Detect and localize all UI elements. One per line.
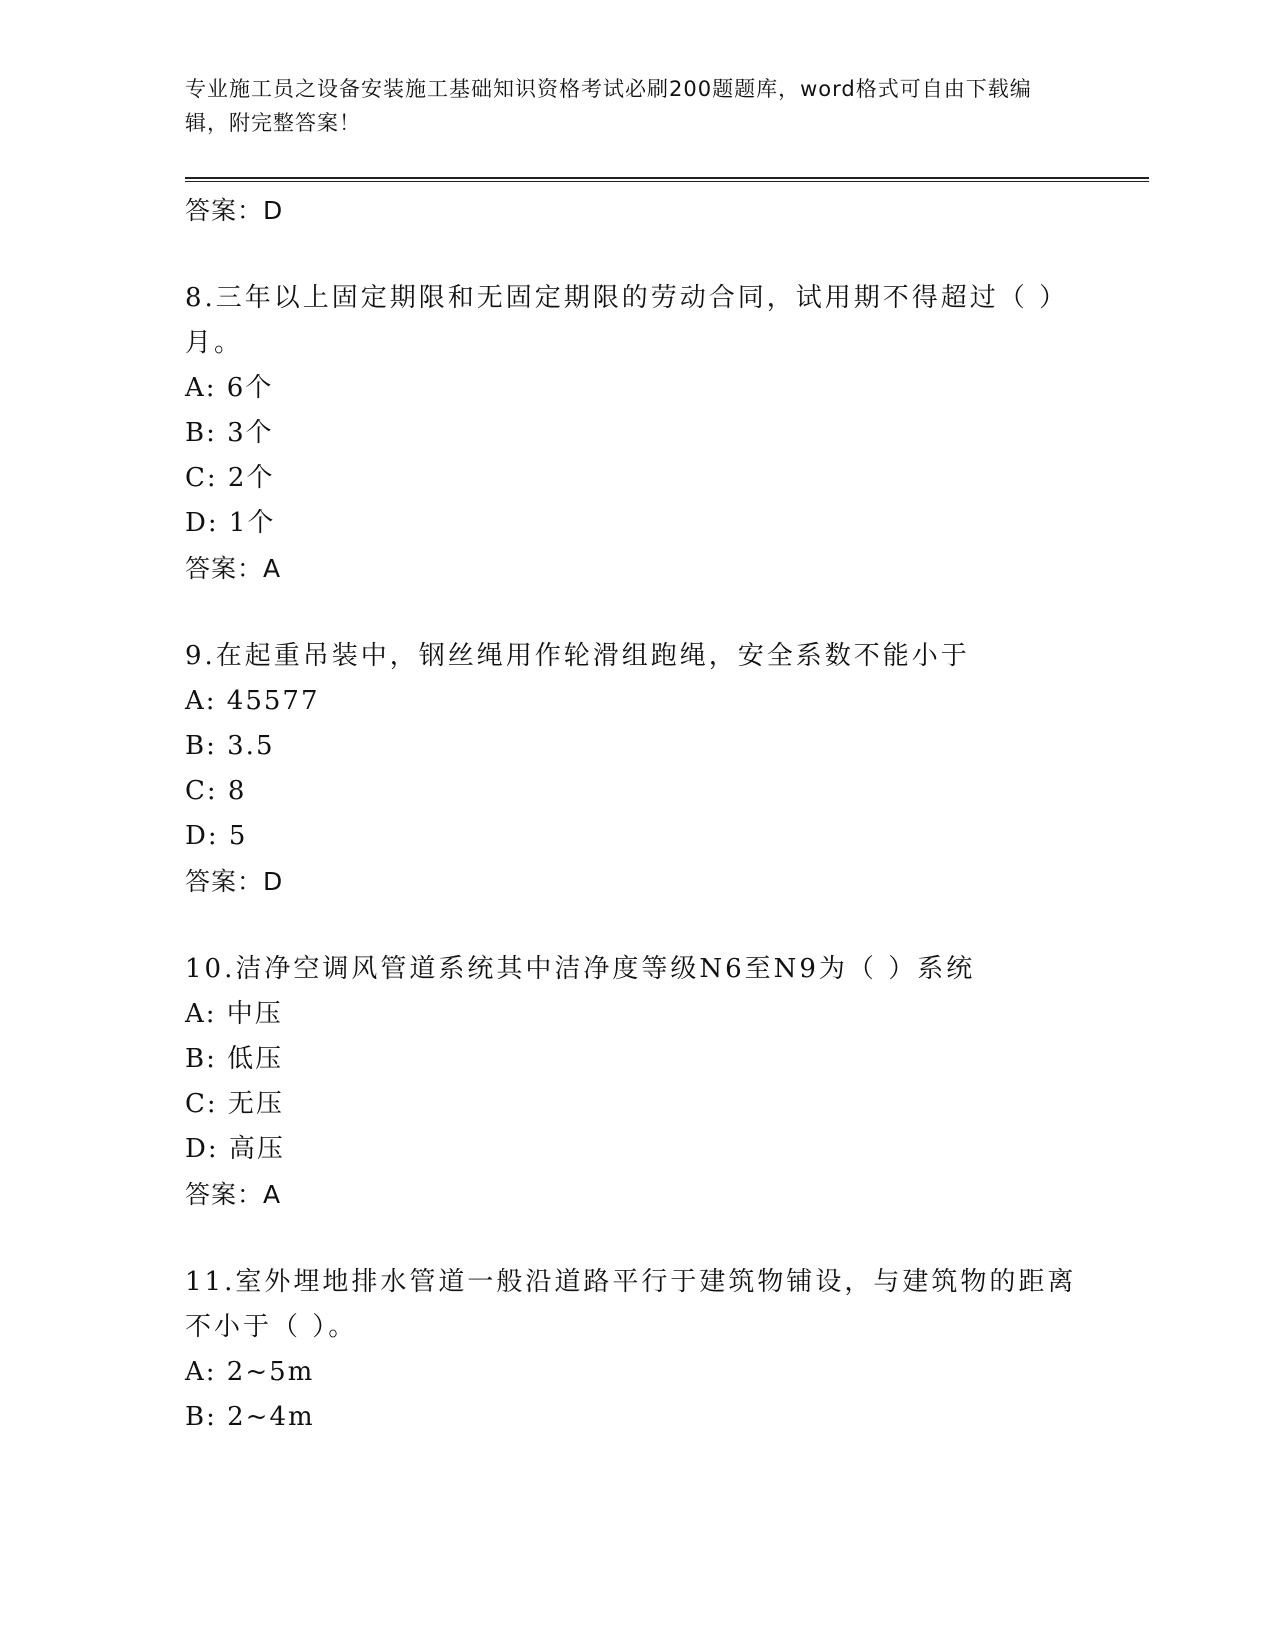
option-d: D: 1个 [185,508,276,538]
option-b: B: 低压 [185,1044,284,1074]
option-c: C: 8 [185,776,247,806]
question-9 [185,634,1085,905]
question-11 [185,1260,1085,1440]
option-b: B: 3个 [185,418,274,448]
option-c: C: 无压 [185,1089,284,1119]
header-divider [185,177,1149,182]
option-d: D: 5 [185,821,248,851]
question-10 [185,947,1085,1218]
option-a: A: 45577 [185,686,320,716]
question-answer: 答案：A [185,1180,282,1209]
question-stem: 11.室外埋地排水管道一般沿道路平行于建筑物铺设，与建筑物的距离不小于（ ）。 [185,1267,1077,1342]
question-stem: 8.三年以上固定期限和无固定期限的劳动合同，试用期不得超过（ ）月。 [185,283,1069,358]
option-d: D: 高压 [185,1134,285,1164]
question-8 [185,276,1085,592]
option-c: C: 2个 [185,463,275,493]
previous-answer: 答案：D [185,196,284,225]
option-a: A: 6个 [185,373,274,403]
question-answer: 答案：D [185,867,284,896]
document-header: 专业施工员之设备安装施工基础知识资格考试必刷200题题库，word格式可自由下载编辑，附完整答案！ [185,77,1032,135]
option-b: B: 3.5 [185,731,275,761]
question-stem: 9.在起重吊装中，钢丝绳用作轮滑组跑绳，安全系数不能小于 [185,641,970,671]
question-answer: 答案：A [185,554,282,583]
option-a: A: 2~5m [185,1357,315,1387]
option-a: A: 中压 [185,999,283,1029]
question-stem: 10.洁净空调风管道系统其中洁净度等级N6至N9为（ ）系统 [185,954,976,984]
question-list [185,188,1085,1440]
option-b: B: 2~4m [185,1402,315,1432]
